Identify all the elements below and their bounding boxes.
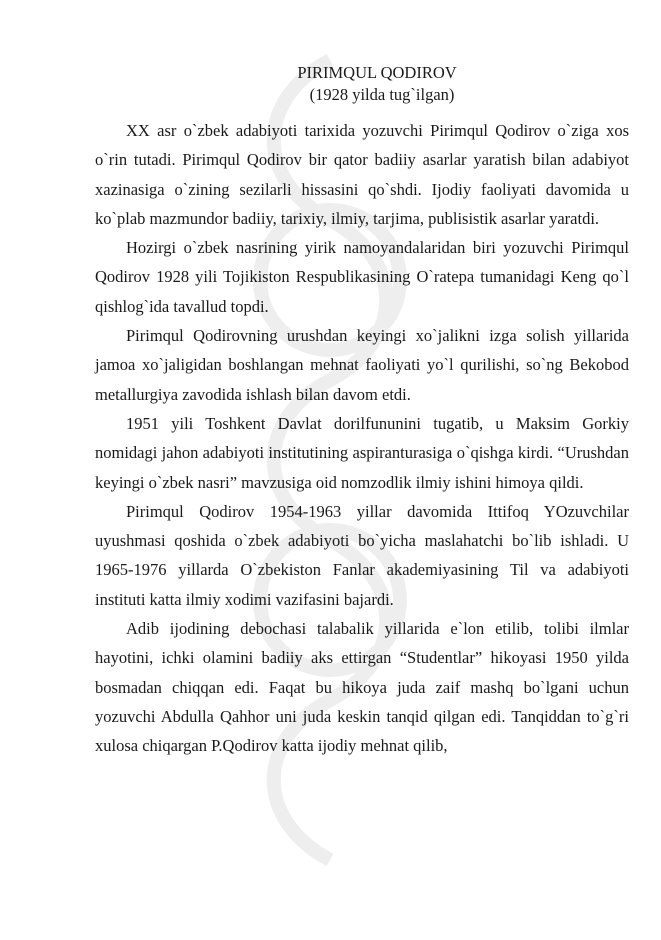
document-subtitle: (1928 yilda tug`ilgan)	[309, 85, 455, 104]
paragraph-2: Hozirgi o`zbek nasrining yirik namoyandalaridan biri yozuvchi Pirimqul Qodirov 1928 yili Tojikiston Respublikasining O`ratepa tumanidagi Keng qo`l qishlog`ida tavallud topdi.	[95, 238, 629, 316]
paragraph-4: 1951 yili Toshkent Davlat dorilfununini tugatib, u Maksim Gorkiy nomidagi jahon adabiyoti institutining aspiranturasiga o`qishga kirdi. “Urushdan keyingi o`zbek nasri” mavzusiga oid nomzodlik ilmiy ishini himoya qildi.	[95, 413, 629, 492]
paragraph-6: Adib ijodining debochasi talabalik yillarida e`lon etilib, tolibi ilmlar hayotini, ichki olamini badiiy aks ettirgan “Studentlar” hikoyasi 1950 yilda bosmadan chiqqan edi. Faqat bu hikoya juda zaif mashq bo`lgani uchun yozuvchi Abdulla Qahhor uni juda keskin tanqid qilgan edi. Tanqiddan to`g`ri xulosa chiqargan P.Qodirov katta ijodiy mehnat qilib,	[95, 619, 629, 756]
paragraph-1: XX asr o`zbek adabiyoti tarixida yozuvchi Pirimqul Qodirov o`ziga xos o`rin tutadi. Pirimqul Qodirov bir qator badiiy asarlar yaratish bilan adabiyot xazinasiga o`zining sezilarli hissasini qo`shdi. Ijodiy faoliyati davomida u ko`plab mazmundor badiiy, tarixiy, ilmiy, tarjima, publisistik asarlar yaratdi.	[95, 121, 629, 228]
paragraph-5: Pirimqul Qodirov 1954-1963 yillar davomida Ittifoq YOzuvchilar uyushmasi qoshida o`zbek adabiyoti bo`yicha maslahatchi bo`lib ishladi. U 1965-1976 yillarda O`zbekiston Fanlar akademiyasining Til va adabiyoti instituti katta ilmiy xodimi vazifasini bajardi.	[95, 501, 629, 609]
paragraph-3: Pirimqul Qodirovning urushdan keyingi xo`jalikni izga solish yillarida jamoa xo`jaligidan boshlangan mehnat faoliyati yo`l qurilishi, so`ng Bekobod metallurgiya zavodida ishlash bilan davom etdi.	[95, 326, 629, 404]
document-page	[95, 62, 629, 761]
document-title: PIRIMQUL QODIROV	[297, 63, 457, 82]
